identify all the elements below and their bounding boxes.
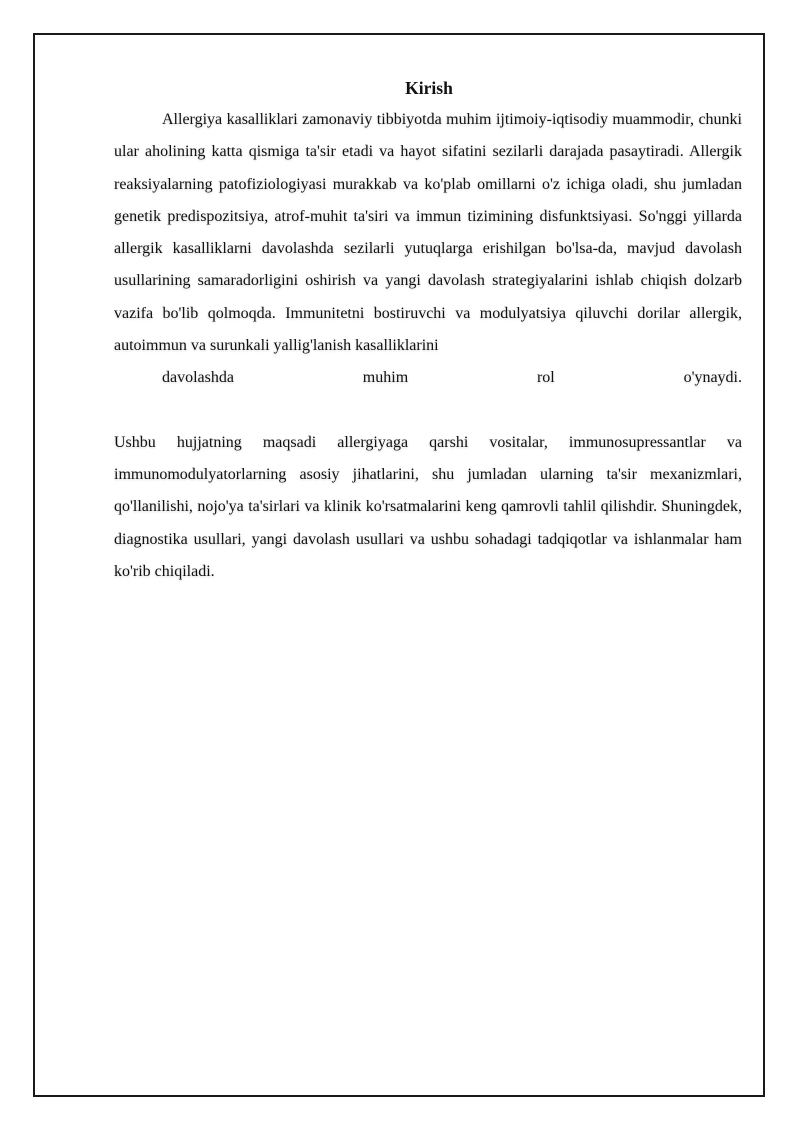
- page-title: Kirish: [405, 78, 453, 98]
- document-body: [114, 74, 742, 588]
- intro-paragraph: [114, 104, 742, 395]
- intro-paragraph-text: Allergiya kasalliklari zamonaviy tibbiyotda muhim ijtimoiy-iqtisodiy muammodir, chunki ular aholining katta qismiga ta'sir etadi va hayot sifatini sezilarli darajada pasaytiradi. Allergik reaksiyalarning patofiziologiyasi murakkab va ko'plab omillarni o'z ichiga oladi, shu jumladan genetik predispozitsiya, atrof-muhit ta'siri va immun tizimining disfunktsiyasi. So'nggi yillarda allergik kasalliklarni davolashda sezilarli yutuqlarga erishilgan bo'lsa-da, mavjud davolash usullarining samaradorligini oshirish va yangi davolash strategiyalarini ishlab chiqish dolzarb vazifa bo'lib qolmoqda. Immunitetni bostiruvchi va modulyatsiya qiluvchi dorilar allergik, autoimmun va surunkali yallig'lanish kasalliklarini: [114, 111, 742, 355]
- intro-paragraph-last-line: davolashda muhim rol o'ynaydi.: [162, 369, 742, 387]
- paragraph-spacer: [114, 395, 742, 427]
- purpose-paragraph: Ushbu hujjatning maqsadi allergiyaga qarshi vositalar, immunosupressantlar va immunomodulyatorlarning asosiy jihatlarini, shu jumladan ularning ta'sir mexanizmlari, qo'llanilishi, nojo'ya ta'sirlari va klinik ko'rsatmalarini keng qamrovli tahlil qilishdir. Shuningdek, diagnostika usullari, yangi davolash usullari va ushbu sohadagi tadqiqotlar va ishlanmalar ham ko'rib chiqiladi.: [114, 433, 742, 580]
